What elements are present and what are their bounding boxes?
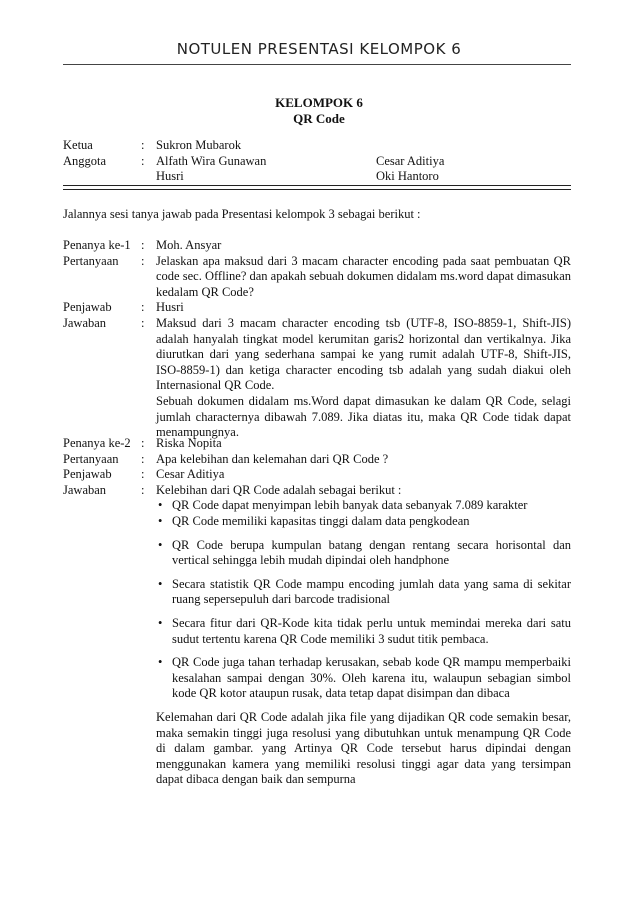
bullet-icon: • (158, 576, 163, 591)
asker-label: Penanya ke-1 (63, 238, 131, 252)
answer-paragraph: Maksud dari 3 macam character encoding tsb (UTF-8, ISO-8859-1, Shift-JIS) adalah hanyalah tingkat model kerumitan garis2 horizontal dan vertikalnya. Jika diurutkan dari yang sederhana sampai ke yang rumit adalah UTF-8, Shift-JIS, ISO-8859-1) dan ketiga character encoding tsb adalah yang sudah diakui oleh Internasional QR Code. (156, 315, 571, 393)
answer-label: Jawaban (63, 315, 107, 330)
asker-row (63, 238, 571, 254)
colon: : (141, 138, 145, 152)
members-row-2 (63, 169, 571, 185)
colon: : (141, 253, 145, 268)
list-item (156, 498, 571, 514)
intro-text: Jalannya sesi tanya jawab pada Presentasi kelompok 3 sebagai berikut : (63, 207, 421, 221)
chair-name: Sukron Mubarok (156, 138, 242, 152)
section-divider (63, 185, 571, 190)
answer-body (156, 316, 571, 441)
bullet-icon: • (158, 498, 163, 513)
question-label: Pertanyaan (63, 253, 119, 268)
list-item (156, 577, 571, 608)
list-item-text: QR Code dapat menyimpan lebih banyak data sebanyak 7.089 karakter (172, 498, 528, 513)
topic-title: QR Code (293, 111, 345, 126)
advantages-list (156, 498, 571, 702)
answer-label: Jawaban (63, 482, 107, 497)
bullet-icon: • (158, 537, 163, 552)
colon: : (141, 451, 145, 466)
answerer-name: Husri (156, 300, 184, 315)
question-label: Pertanyaan (63, 451, 119, 466)
page-header: NOTULEN PRESENTASI KELOMPOK 6 (176, 40, 462, 58)
asker-label: Penanya ke-2 (63, 436, 131, 450)
members-row (63, 154, 571, 170)
member-name: Oki Hantoro (376, 169, 439, 184)
question-text: Jelaskan apa maksud dari 3 macam character encoding pada saat pembuatan QR code sec. Offline? dan apakah sebuah dokumen didalam ms.word dapat dimasukan kedalam QR Code? (156, 253, 571, 299)
list-item (156, 538, 571, 569)
member-name: Husri (156, 169, 184, 184)
colon: : (141, 153, 145, 168)
answerer-row (63, 467, 571, 483)
colon: : (141, 482, 145, 497)
session-1 (63, 238, 571, 441)
colon: : (141, 436, 145, 450)
answerer-label: Penjawab (63, 467, 112, 482)
question-row (63, 452, 571, 468)
list-item-text: QR Code berupa kumpulan batang dengan rentang secara horisontal dan vertical sehingga lebih mudah dipindai oleh handphone (172, 537, 571, 568)
answer-paragraph: Sebuah dokumen didalam ms.Word dapat dimasukan ke dalam QR Code, selagi jumlah characternya dibawah 7.089. Jika diatas itu, maka QR Code tidak dapat menampungnya. (156, 393, 571, 440)
member-name: Cesar Aditiya (376, 153, 445, 168)
chair-row (63, 138, 571, 154)
members-label: Anggota (63, 153, 107, 168)
bullet-icon: • (158, 655, 163, 670)
header-divider (63, 64, 571, 65)
group-title: KELOMPOK 6 (275, 95, 363, 110)
session-2 (63, 436, 571, 788)
colon: : (141, 467, 145, 482)
bullet-icon: • (158, 615, 163, 630)
members-section (63, 138, 571, 185)
list-item-text: Secara statistik QR Code mampu encoding jumlah data yang sama di sekitar ruang sepersepuluh dari barcode tradisional (172, 576, 571, 607)
answer-row (63, 316, 571, 441)
answerer-row (63, 300, 571, 316)
answerer-name: Cesar Aditiya (156, 467, 225, 482)
asker-name: Moh. Ansyar (156, 238, 222, 252)
member-name: Alfath Wira Gunawan (156, 153, 267, 168)
list-item-text: QR Code memiliki kapasitas tinggi dalam data pengkodean (172, 513, 470, 528)
colon: : (141, 315, 145, 330)
colon: : (141, 300, 145, 315)
bullet-icon: • (158, 513, 163, 528)
answer-body (156, 483, 571, 788)
answer-intro: Kelebihan dari QR Code adalah sebagai berikut : (156, 482, 402, 497)
list-item (156, 655, 571, 702)
colon: : (141, 238, 145, 252)
title-block (0, 95, 638, 127)
asker-row (63, 436, 571, 452)
list-item-text: QR Code juga tahan terhadap kerusakan, sebab kode QR mampu memperbaiki kesalahan sampai dengan 30%. Oleh karena itu, walaupun sebagian simbol kode QR kotor ataupun rusak, data tetap dapat disimpan dan dibaca (172, 655, 571, 701)
weakness-paragraph: Kelemahan dari QR Code adalah jika file yang dijadikan QR code semakin besar, maka semakin tinggi juga resolusi yang dibutuhkan untuk menampung QR Code di dalam gambar. yang Artinya QR Code tersebut harus dipindai dengan menggunakan kamera yang memiliki resolusi tinggi agar data yang tersimpan dapat dibaca dengan baik dan sempurna (156, 709, 571, 787)
chair-label: Ketua (63, 138, 93, 152)
asker-name: Riska Nopita (156, 436, 222, 450)
list-item (156, 616, 571, 647)
answerer-label: Penjawab (63, 300, 112, 315)
list-item (156, 514, 571, 530)
question-text: Apa kelebihan dan kelemahan dari QR Code ? (156, 451, 389, 466)
question-row (63, 254, 571, 301)
list-item-text: Secara fitur dari QR-Kode kita tidak perlu untuk memindai mereka dari satu sudut tertentu karena QR Code memiliki 3 sudut titik pembaca. (172, 615, 571, 646)
answer-row (63, 483, 571, 788)
